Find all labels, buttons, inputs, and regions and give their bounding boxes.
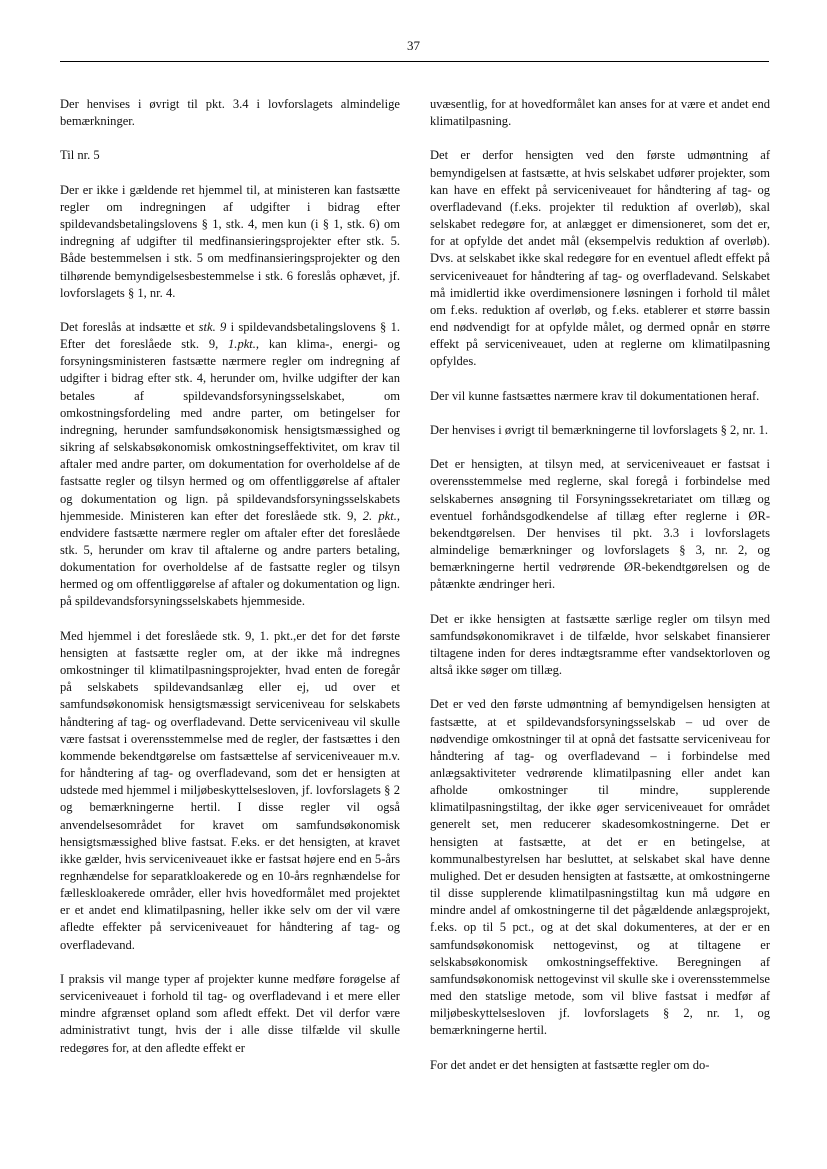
paragraph-supplementary-measures: Det er ved den første udmøntning af bemyndigelsen hensigten at fastsætte, at et spildevandsforsyningsselskab – ud over de nødvendige omkostninger til at opnå det fastsatte serviceniveau for håndtering af tag- og overfladevand – i forbindelse med anlægsaktiviteter vedrørende klimatilpasning eller andet kan afholde omkostninger til mindre, supplerende klimatilpasningstiltag, der ikke øger serviceniveauet for området generelt set, men reducerer skadesomkostningerne. Det er hensigten at fastsætte, at det er en betingelse, at kommunalbestyrelsen har besluttet, at selskabet skal have denne mulighed. Det er desuden hensigten at fastsætte, at omkostningerne til disse supplerende klimatilpasningstiltag kun må udgøre en mindre andel af omkostningerne til det pågældende anlægsprojekt, f.eks. op til 5 pct., og at det skal dokumenteres, at der er en samfundsøkonomisk nettogevinst, og at tiltagene er selskabsøkonomisk omkostningseffektive. Beregningen af samfundsøkonomisk nettogevinst vil skulle ske i overensstemmelse med den statslige metode, som vil blive fastsat i medfør af miljøbeskyttelsesloven jf. lovforslagets § 2, nr. 1, og bemærkningerne hertil. (430, 697, 770, 1038)
paragraph-service-level: Med hjemmel i det foreslåede stk. 9, 1. pkt.,er det for det første hensigten at fastsætte regler om, at der ikke må indregnes omkostninger til klimatilpasningsprojekter, hvad enten de foregår på selskabets spildevandsanlæg eller ej, ud over et samfundsøkonomisk hensigtsmæssigt serviceniveau for selskabets håndtering af tag- og overfladevand. Dette serviceniveau vil skulle være fastsat i overensstemmelse med de regler, der fastsættes i den kommende bekendtgørelse om fastsættelse af serviceniveauer m.v. for håndtering af tag- og overfladevand, som det er hensigten at udstede med hjemmel i miljøbeskyttelsesloven, jf. lovforslagets § 2 og bemærkningerne hertil. I disse regler vil også anvendelsesområdet for kravet om samfundsøkonomisk hensigtsmæssighed blive fastsat. F.eks. er det hensigten, at kravet ikke gælder, hvis serviceniveauet ikke er fastsat højere end en 5-års regnhændelse for separatkloakerede og en 10-års regnhændelse for fælleskloakerede områder, eller hvis hovedformålet med projektet er et andet end klimatilpasning, heller ikke selv om der vil være afledte effekter på serviceniveauet for håndtering af tag- og overfladevand. (60, 628, 400, 952)
paragraph-documentation: Der vil kunne fastsættes nærmere krav til dokumentationen heraf. (430, 388, 760, 403)
paragraph-current-law: Der er ikke i gældende ret hjemmel til, at ministeren kan fastsætte regler om indregningen af udgifter i bidrag efter spildevandsbetalingslovens § 1, stk. 4, men kun (i § 1, stk. 6) om indregning af udgifter til medfinansieringsprojekter efter stk. 5. Både bestemmelsen i stk. 5 om medfinansieringsprojekter og den tilhørende bemyndigelsesbestemmelse i stk. 6 foreslås ophævet, jf. lovforslagets § 1, nr. 4. (60, 182, 400, 300)
header-rule (60, 61, 769, 62)
paragraph-reference-2-1: Der henvises i øvrigt til bemærkningerne til lovforslagets § 2, nr. 1. (430, 422, 769, 437)
paragraph-no-special-rules: Det er ikke hensigten at fastsætte særlige regler om tilsyn med samfundsøkonomikravet i de tilfælde, hvor selskabet finansierer tiltagene inden for deres indtægtsramme efter vandsektorloven og altså ikke søger om tillæg. (430, 611, 770, 678)
left-column (60, 96, 400, 1057)
paragraph-proposed-stk-9: Det foreslås at indsætte et stk. 9 i spildevandsbetalingslovens § 1. Efter det foreslåede stk. 9, 1.pkt., kan klima-, energi- og forsyningsministeren fastsætte nærmere regler om indregning af udgifter i bidrag efter stk. 4, herunder om, hvilke udgifter der kan betales af spildevandsforsyningsselskabet, om omkostningsfordeling med andre parter, om betingelser for indregning, herunder samfundsøkonomisk hensigtsmæssighed og sikring af selskabsøkonomisk omkostningseffektivitet, om krav til aftaler med andre parter, om dokumentation for overholdelse af de fastsatte regler og tilsyn hermed og om offentliggørelse af aftaler og dokumentation og lign. på spildevandsforsyningsselskabets hjemmeside. Ministeren kan efter det foreslåede stk. 9, 2. pkt., endvidere fastsætte nærmere regler om aftaler efter det foreslåede stk. 5, herunder om krav til aftalerne og andre parters betaling, dokumentation for overholdelse af de fastsatte regler og tilsyn hermed og om offentliggørelse af aftaler og dokumentation og lign. på spildevandsforsyningsselskabets hjemmeside. (60, 319, 401, 609)
section-heading-nr-5: Til nr. 5 (60, 148, 100, 163)
paragraph-continuation: uvæsentlig, for at hovedformålet kan anses for at være et andet end klimatilpasning. (430, 97, 770, 129)
paragraph-reference-3-4: Der henvises i øvrigt til pkt. 3.4 i lovforslagets almindelige bemærkninger. (60, 97, 400, 129)
right-column (430, 96, 770, 1074)
paragraph-first-implementation: Det er derfor hensigten ved den første udmøntning af bemyndigelsen at fastsætte, at hvis selskabet udfører projekter, som kan have en effekt på serviceniveauet for håndtering af tag- og overfladevand (f.eks. projekter til reduktion af overløb), skal selskabet redegøre for, at anlægget er dimensioneret, som det er, for at opfylde det andet mål (eksempelvis reduktion af overløb). Dvs. at selskabet ikke skal redegøre for en eventuel afledt effekt på serviceniveauet for håndtering af tag- og overfladevand. Selskabet må imidlertid ikke overdimensionere løsningen i forhold til målet om f.eks. reduktion af overløb, og f.eks. etablerer et større bassin end nødvendigt for at opfylde målet, og dermed opnår en større effekt på serviceniveauet, uden at reglerne om klimatilpasning opfyldes. (430, 148, 770, 369)
page-number: 37 (407, 38, 420, 53)
paragraph-in-practice: I praksis vil mange typer af projekter kunne medføre forøgelse af serviceniveauet i forhold til tag- og overfladevand i et mere eller mindre afgrænset opland som afledt effekt. Det vil derfor være administrativt tungt, hvis der i alle disse tilfælde vil skulle redegøres for, at den afledte effekt er (60, 971, 400, 1055)
paragraph-second-purpose: For det andet er det hensigten at fastsætte regler om do- (430, 1057, 710, 1072)
paragraph-supervision: Det er hensigten, at tilsyn med, at serviceniveauet er fastsat i overensstemmelse med reglerne, skal foregå i forbindelse med selskabernes ansøgning til Forsyningssekretariatet om tillæg og eventuel forhåndsgodkendelse af tillæg efter reglerne i ØR-bekendtgørelsen. Der henvises til pkt. 3.3 i lovforslagets almindelige bemærkninger og lovforslagets § 3, nr. 2, og bemærkningerne hertil vedrørende ØR-bekendtgørelsen og de påtænkte ændringer heri. (430, 457, 770, 592)
